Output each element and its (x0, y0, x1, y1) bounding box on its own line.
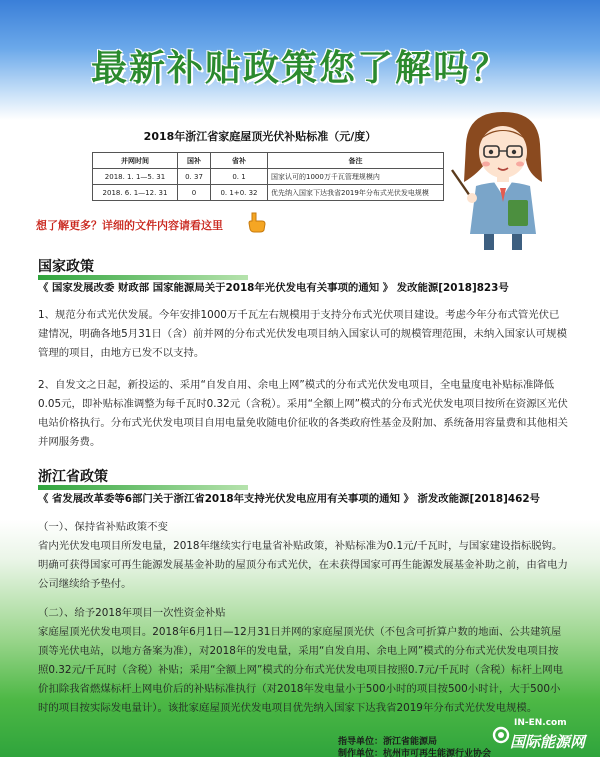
table-title: 2018年浙江省家庭屋顶光伏补贴标准（元/度） (143, 130, 377, 143)
zhejiang-policy-heading (38, 466, 108, 486)
in-en-logo (490, 716, 600, 756)
table-header-cell: 省补 (211, 153, 268, 169)
section-2-text: 家庭屋顶光伏发电项目。2018年6月1日—12月31日并网的家庭屋顶光伏（不包含可折算户数的地面、公共建筑屋顶等光伏电站，以地方备案为准），对2018年的发电量，采用“自发自用、余电上网”模式的分布式光伏发电项目按照0.32元/千瓦时（含税）补贴；采用“全额上网”模式的分布式光伏发电项目按照0.7元/千瓦时（含税）标杆上网电价扣除我省燃煤标杆上网电价后的补贴标准执行（对2018年发电量小于500小时的项目按500小时计，大于500小时的项目按实际发电量计）。该批家庭屋顶光伏发电项目优先纳入国家下达我省2019年分布式光伏发电规模。 (38, 626, 564, 714)
zhejiang-policy-title: 浙江省政策 (38, 469, 108, 485)
section-1-text: 省内光伏发电项目所发电量，2018年继续实行电量省补贴政策，补贴标准为0.1元/千瓦时，与国家建设指标脱钩。明确可获得国家可再生能源发展基金补助的屋顶分布式光伏，在未获得国家可再生能源发展基金补助之前，由省电力公司继续给予垫付。 (38, 540, 568, 590)
zhejiang-notice: 《 省发展改革委等6部门关于浙江省2018年支持光伏发电应用有关事项的通知 》 浙发改能源[2018]462号 (38, 493, 540, 505)
table-cell: 国家认可的1000万千瓦管理规模内 (268, 169, 444, 185)
national-notice: 《 国家发展改委 财政部 国家能源局关于2018年光伏发电有关事项的通知 》 发改能源[2018]823号 (38, 282, 509, 294)
national-paragraph-2 (38, 376, 568, 452)
teacher-illustration (448, 104, 558, 254)
table-cell: 0 (178, 185, 211, 201)
pointing-hand-icon (246, 211, 268, 233)
table-cell: 0. 1+0. 32 (211, 185, 268, 201)
table-cell: 2018. 6. 1—12. 31 (93, 185, 178, 201)
zhejiang-section-2 (38, 604, 568, 718)
zhejiang-section-1 (38, 518, 568, 594)
footer-maker-unit: 制作单位：杭州市可再生能源行业协会 (338, 749, 492, 759)
subsidy-table (92, 152, 444, 201)
table-header-cell: 备注 (268, 153, 444, 169)
table-header-cell: 并网时间 (93, 153, 178, 169)
table-cell: 0. 1 (211, 169, 268, 185)
national-policy-title: 国家政策 (38, 259, 94, 275)
more-info-hint: 想了解更多？详细的文件内容请看这里 (36, 219, 223, 232)
table-header-row (93, 153, 444, 169)
section-2-title: （二）、给予2018年项目一次性资金补贴 (38, 607, 226, 619)
national-text-1: 1、规范分布式光伏发展。今年安排1000万千瓦左右规模用于支持分布式光伏项目建设。考虑今年分布式管光伏已建情况，明确各地5月31日（含）前并网的分布式光伏发电项目纳入国家认可的规模管理范围，未纳入国家认可规模管理的项目，由地方已发不以支持。 (38, 309, 567, 359)
footer-guide-unit: 指导单位：浙江省能源局 (338, 737, 438, 747)
section-1-title: （一）、保持省补贴政策不变 (38, 521, 168, 533)
logo-domain: IN-EN.com (514, 718, 567, 728)
page-headline: 最新补贴政策您了解吗？ (90, 48, 509, 89)
table-cell: 2018. 1. 1—5. 31 (93, 169, 178, 185)
table-header-cell: 国补 (178, 153, 211, 169)
national-text-2: 2、自发文之日起，新投运的、采用“自发自用、余电上网”模式的分布式光伏发电项目，全电量度电补贴标准降低0.05元，即补贴标准调整为每千瓦时0.32元（含税）。采用“全额上网”模式的分布式光伏发电项目按所在资源区光伏电站价格执行。分布式光伏发电项目自用电量免收随电价征收的各类政府性基金及附加、系统备用容量费和其他相关并网服务费。 (38, 379, 568, 448)
logo-name: 国际能源网 (510, 733, 586, 751)
table-cell: 0. 37 (178, 169, 211, 185)
table-row (93, 169, 444, 185)
national-policy-heading (38, 256, 94, 276)
table-row (93, 185, 444, 201)
table-cell: 优先纳入国家下达我省2019年分布式光伏发电规模 (268, 185, 444, 201)
national-paragraph-1 (38, 306, 568, 363)
sun-logo-icon (490, 720, 512, 750)
